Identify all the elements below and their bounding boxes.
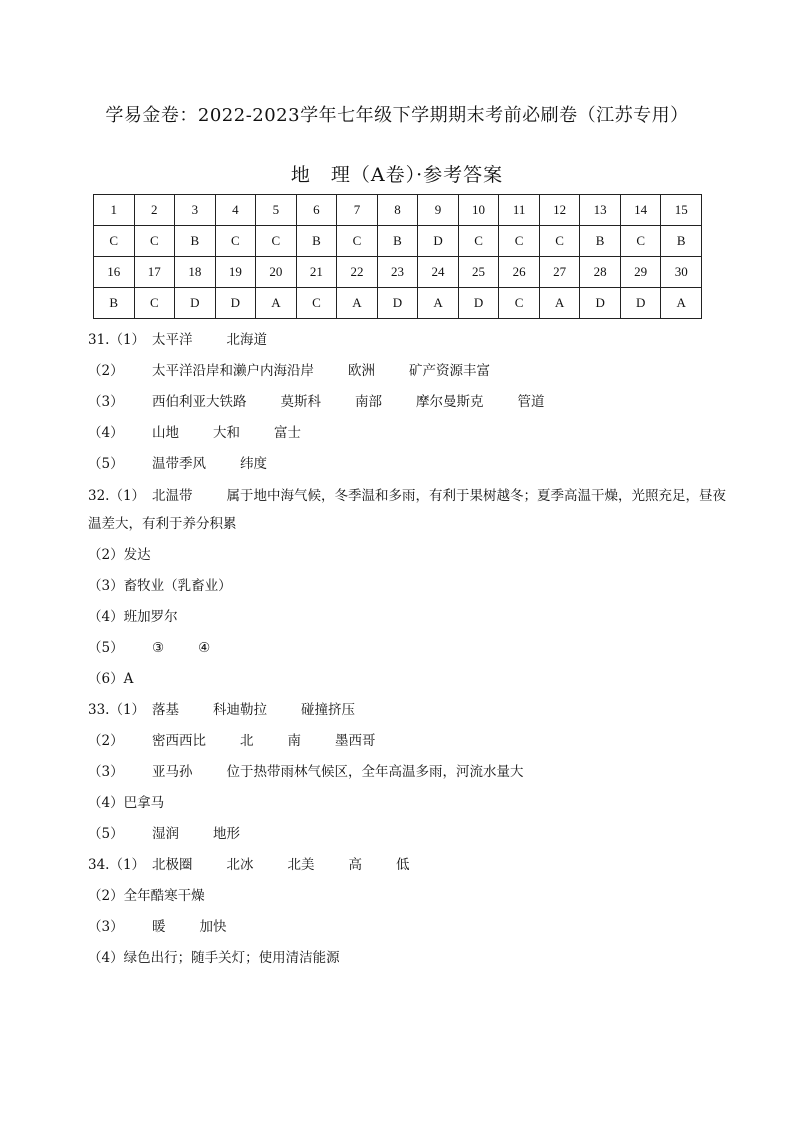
answer-label: （3） xyxy=(88,764,124,780)
table-cell: 5 xyxy=(256,195,297,226)
answer-line xyxy=(88,695,728,726)
answer-item: 科迪勒拉 xyxy=(213,702,267,718)
answer-item: 墨西哥 xyxy=(335,733,376,749)
answer-label: 33.（1） xyxy=(88,702,146,718)
answer-item: 摩尔曼斯克 xyxy=(416,394,484,410)
table-cell: B xyxy=(175,226,216,257)
answer-line xyxy=(88,943,728,974)
answer-label: 32.（1） xyxy=(88,488,146,504)
answer-item: 加快 xyxy=(199,919,227,935)
document-subtitle: 地 理（A卷）·参考答案 xyxy=(290,164,504,186)
answer-line xyxy=(88,757,728,788)
answer-item: 北海道 xyxy=(226,332,267,348)
answer-line xyxy=(88,726,728,757)
table-cell: D xyxy=(580,288,621,319)
answer-item: ④ xyxy=(198,640,211,656)
answer-row xyxy=(94,288,702,319)
answer-line xyxy=(88,633,728,664)
table-cell: 20 xyxy=(256,257,297,288)
answer-label: （2） xyxy=(88,733,124,749)
answer-label: （5） xyxy=(88,826,124,842)
table-cell: 1 xyxy=(94,195,135,226)
table-cell: 19 xyxy=(215,257,256,288)
table-cell: 16 xyxy=(94,257,135,288)
answer-item: 地形 xyxy=(213,826,240,842)
table-cell: A xyxy=(256,288,297,319)
table-cell: D xyxy=(215,288,256,319)
table-cell: 22 xyxy=(337,257,378,288)
answer-item: 西伯利亚大铁路 xyxy=(152,394,247,410)
answer-line xyxy=(88,912,728,943)
table-cell: 2 xyxy=(134,195,175,226)
table-cell: 17 xyxy=(134,257,175,288)
table-cell: 9 xyxy=(418,195,459,226)
answer-label: （4）绿色出行；随手关灯；使用清洁能源 xyxy=(88,950,340,966)
answer-label: （3） xyxy=(88,919,124,935)
table-cell: 10 xyxy=(458,195,499,226)
table-cell: 8 xyxy=(377,195,418,226)
question-number-row xyxy=(94,257,702,288)
table-cell: B xyxy=(661,226,702,257)
answer-item: 位于热带雨林气候区，全年高温多雨，河流水量大 xyxy=(226,764,524,780)
answer-label: （4）巴拿马 xyxy=(88,795,165,811)
answer-item: 山地 xyxy=(152,425,179,441)
answer-line xyxy=(88,819,728,850)
answer-row xyxy=(94,226,702,257)
table-cell: C xyxy=(539,226,580,257)
answer-item: 湿润 xyxy=(152,826,179,842)
answers-section xyxy=(88,325,728,974)
question-number-row xyxy=(94,195,702,226)
answer-label: （6）A xyxy=(88,671,134,687)
answer-label: （5） xyxy=(88,456,124,472)
answer-label: （4） xyxy=(88,425,124,441)
table-cell: A xyxy=(661,288,702,319)
table-cell: B xyxy=(580,226,621,257)
answer-label: （2） xyxy=(88,363,124,379)
answer-label: （2）全年酷寒干燥 xyxy=(88,888,205,904)
answer-item: 莫斯科 xyxy=(280,394,321,410)
answer-label: （3）畜牧业（乳畜业） xyxy=(88,578,232,594)
answer-item: 太平洋 xyxy=(152,332,193,348)
table-cell: 27 xyxy=(539,257,580,288)
answer-line xyxy=(88,881,728,912)
answer-line xyxy=(88,449,728,480)
answer-label: （4）班加罗尔 xyxy=(88,609,178,625)
answer-line xyxy=(88,325,728,356)
answer-item: 矿产资源丰富 xyxy=(409,363,490,379)
answer-item: 南部 xyxy=(355,394,382,410)
answer-line xyxy=(88,850,728,881)
answer-label: 31.（1） xyxy=(88,332,146,348)
answer-item: 北温带 xyxy=(152,488,193,504)
answer-label: 34.（1） xyxy=(88,857,146,873)
table-cell: B xyxy=(377,226,418,257)
table-cell: 12 xyxy=(539,195,580,226)
table-cell: C xyxy=(215,226,256,257)
answer-line xyxy=(88,480,728,540)
answer-item: 碰撞挤压 xyxy=(301,702,355,718)
answer-line xyxy=(88,788,728,819)
table-cell: C xyxy=(499,288,540,319)
table-cell: C xyxy=(458,226,499,257)
answer-item: 落基 xyxy=(152,702,179,718)
answer-line xyxy=(88,356,728,387)
answer-item: 北美 xyxy=(287,857,315,873)
table-cell: 13 xyxy=(580,195,621,226)
table-cell: 4 xyxy=(215,195,256,226)
answer-label: （5） xyxy=(88,640,124,656)
table-cell: 3 xyxy=(175,195,216,226)
answer-line xyxy=(88,540,728,571)
table-cell: A xyxy=(337,288,378,319)
answer-item: 暖 xyxy=(152,919,166,935)
answer-item: 温带季风 xyxy=(152,456,206,472)
table-cell: 25 xyxy=(458,257,499,288)
answer-item: 密西西比 xyxy=(152,733,206,749)
table-cell: C xyxy=(256,226,297,257)
table-cell: B xyxy=(94,288,135,319)
answer-line xyxy=(88,602,728,633)
answer-item: 高 xyxy=(348,857,362,873)
table-cell: D xyxy=(620,288,661,319)
answer-item: 纬度 xyxy=(240,456,267,472)
table-cell: 11 xyxy=(499,195,540,226)
answer-label: （3） xyxy=(88,394,124,410)
answer-item: 低 xyxy=(396,857,410,873)
table-cell: D xyxy=(175,288,216,319)
answer-item: 南 xyxy=(287,733,301,749)
table-cell: C xyxy=(134,226,175,257)
table-cell: D xyxy=(418,226,459,257)
table-cell: 7 xyxy=(337,195,378,226)
table-cell: 28 xyxy=(580,257,621,288)
answer-item: 北 xyxy=(240,733,254,749)
answer-line xyxy=(88,664,728,695)
answer-line xyxy=(88,387,728,418)
table-cell: 15 xyxy=(661,195,702,226)
table-cell: C xyxy=(296,288,337,319)
table-cell: C xyxy=(134,288,175,319)
table-cell: D xyxy=(458,288,499,319)
answer-item: 欧洲 xyxy=(348,363,375,379)
answer-item: 太平洋沿岸和濑户内海沿岸 xyxy=(152,363,314,379)
table-cell: C xyxy=(337,226,378,257)
answer-line xyxy=(88,418,728,449)
table-cell: 6 xyxy=(296,195,337,226)
table-cell: 29 xyxy=(620,257,661,288)
answer-line xyxy=(88,571,728,602)
table-cell: 21 xyxy=(296,257,337,288)
table-cell: C xyxy=(94,226,135,257)
table-cell: 26 xyxy=(499,257,540,288)
answer-label: （2）发达 xyxy=(88,547,151,563)
answer-item: 北极圈 xyxy=(152,857,193,873)
document-title: 学易金卷：2022-2023学年七年级下学期期末考前必刷卷（江苏专用） xyxy=(105,105,689,126)
answer-item: 大和 xyxy=(213,425,240,441)
table-cell: 30 xyxy=(661,257,702,288)
answer-item: 管道 xyxy=(517,394,545,410)
answer-item: 属于地中海气候，冬季温和多雨，有利于果树越冬；夏季高温干燥，光照充足，昼夜温差大，有利于养分积累 xyxy=(88,488,726,532)
table-cell: D xyxy=(377,288,418,319)
table-cell: C xyxy=(499,226,540,257)
answer-key-table xyxy=(93,194,702,319)
answer-item: 富士 xyxy=(274,425,301,441)
table-cell: C xyxy=(620,226,661,257)
table-cell: 14 xyxy=(620,195,661,226)
table-cell: 23 xyxy=(377,257,418,288)
answer-item: 亚马孙 xyxy=(152,764,193,780)
table-cell: 24 xyxy=(418,257,459,288)
table-cell: A xyxy=(418,288,459,319)
answer-item: 北冰 xyxy=(226,857,254,873)
table-cell: 18 xyxy=(175,257,216,288)
answer-item: ③ xyxy=(152,640,165,656)
table-cell: B xyxy=(296,226,337,257)
table-cell: A xyxy=(539,288,580,319)
